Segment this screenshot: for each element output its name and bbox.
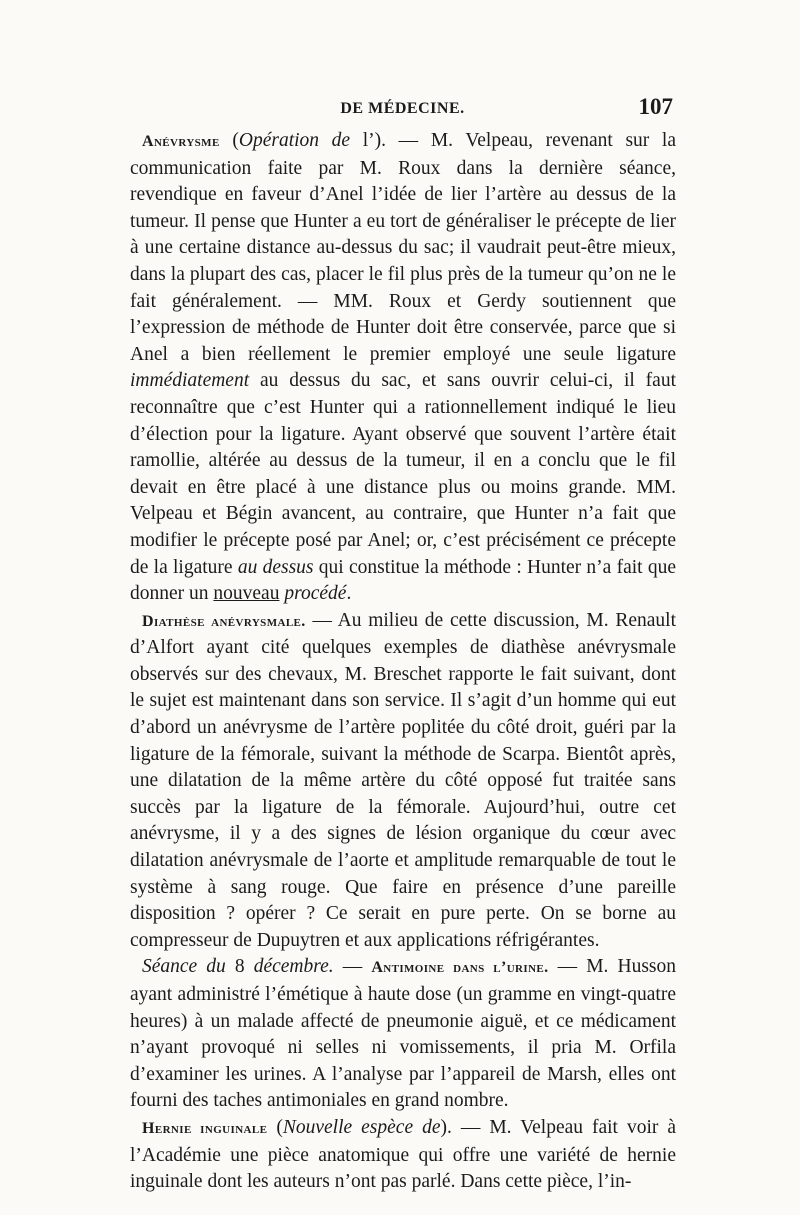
paragraph-text: — Au milieu de cette discussion, M. Renault d’Alfort ayant cité quelques exemples de diathèse anévrysmale observés sur des chevaux, M. Breschet rapporte le fait suivant, dont le sujet est maintenant dans son service. Il s’agit d’un homme qui eut d’abord un anévrysme de l’artère poplitée du côté droit, guéri par la ligature de la fémorale, suivant la méthode de Scarpa. Bientôt après, une dilatation de la même artère du côté opposé fut traitée sans succès par la ligature de la fémorale. Aujourd’hui, outre cet anévrysme, il y a des signes de lésion organique du cœur avec dilatation anévrysmale de l’aorte et amplitude remarquable de tout le système à sang rouge. Que faire en présence d’une pareille disposition ? opérer ? Ce serait en pure perte. On se borne au compresseur de Dupuytren et aux applications réfrigérantes. [130, 609, 676, 951]
paren-open: ( [267, 1116, 283, 1138]
session-date-month: décembre. [253, 956, 334, 978]
paragraph-hernie [130, 1115, 676, 1196]
heading-italic: Opération de [238, 130, 351, 151]
paragraph-text: — M. Husson ayant administré l’émétique à haute dose (un gramme en vingt-quatre heures) à un malade affecté de pneumonie aiguë, et ce médicament n’ayant provoqué ni selles ni vomissements, il pria M. Orfila d’examiner les urines. A l’analyse par l’appareil de Marsh, elles ont fourni des taches antimoniales en grand nombre. [130, 956, 677, 1112]
paragraph-text: — M. Velpeau fait voir à l’Académie une pièce anatomique qui offre une variété de hernie inguinale dont les auteurs n’ont pas parlé. Dans cette pièce, l’in- [130, 1116, 677, 1193]
section-heading-anevrysme: Anévrysme [142, 133, 220, 150]
section-heading-antimoine: Antimoine dans l’urine. [371, 959, 549, 977]
paragraph-text: qui constitue la méthode : Hunter n’a fait que donner un [130, 556, 676, 605]
running-head [130, 94, 675, 124]
paragraph-anevrysme [130, 128, 676, 608]
paragraph-text: au dessus du sac, et sans ouvrir celui-ci, il faut reconnaître que c’est Hunter qui a rationnellement indiqué le lieu d’élection pour la ligature. Ayant observé que souvent l’artère était ramollie, altérée au dessus de la tumeur, il en a conclu que le fil devait en être placé à une distance plus ou moins grande. MM. Velpeau et Bégin avancent, au contraire, que Hunter n’a fait que modifier le précepte posé par Anel; or, c’est précisément ce précepte de la ligature [130, 370, 676, 578]
body-text [130, 128, 676, 1196]
section-heading-hernie: Hernie inguinale [142, 1119, 268, 1137]
paren-close: ). [440, 1116, 452, 1138]
paragraph-text: — M. Velpeau, revenant sur la communication faite par M. Roux dans la dernière séance, revendique en faveur d’Anel l’idée de lier l’artère au dessus de la tumeur. Il pense que Hunter a eu tort de généraliser le précepte de lier à une certaine distance au-dessus du sac; il vaudrait peut-être mieux, dans la plupart des cas, placer le fil plus près de la tumeur qu’on ne le fait généralement. — MM. Roux et Gerdy soutiennent que l’expression de méthode de Hunter doit être conservée, parce que si Anel a bien réellement le premier employé une seule ligature [130, 130, 676, 365]
running-title: DE MÉDECINE. [340, 100, 465, 117]
paren-open: ( [219, 130, 239, 151]
italic-term: procédé [284, 583, 347, 605]
italic-term: au dessus [237, 556, 314, 578]
session-date-number: 8 [225, 956, 254, 978]
heading-italic: Nouvelle espèce de [282, 1116, 441, 1138]
italic-term: immédiatement [130, 370, 250, 392]
paragraph-end: . [346, 583, 352, 605]
session-date-label: Séance du [142, 956, 226, 978]
paragraph-diathese [130, 608, 676, 955]
dash: — [333, 956, 372, 978]
underlined-word: nouveau [213, 583, 280, 605]
section-heading-diathese: Diathèse anévrysmale. [142, 612, 306, 630]
heading-tail: l’). [350, 130, 387, 151]
paragraph-antimoine [130, 954, 676, 1115]
page-number: 107 [638, 94, 673, 119]
